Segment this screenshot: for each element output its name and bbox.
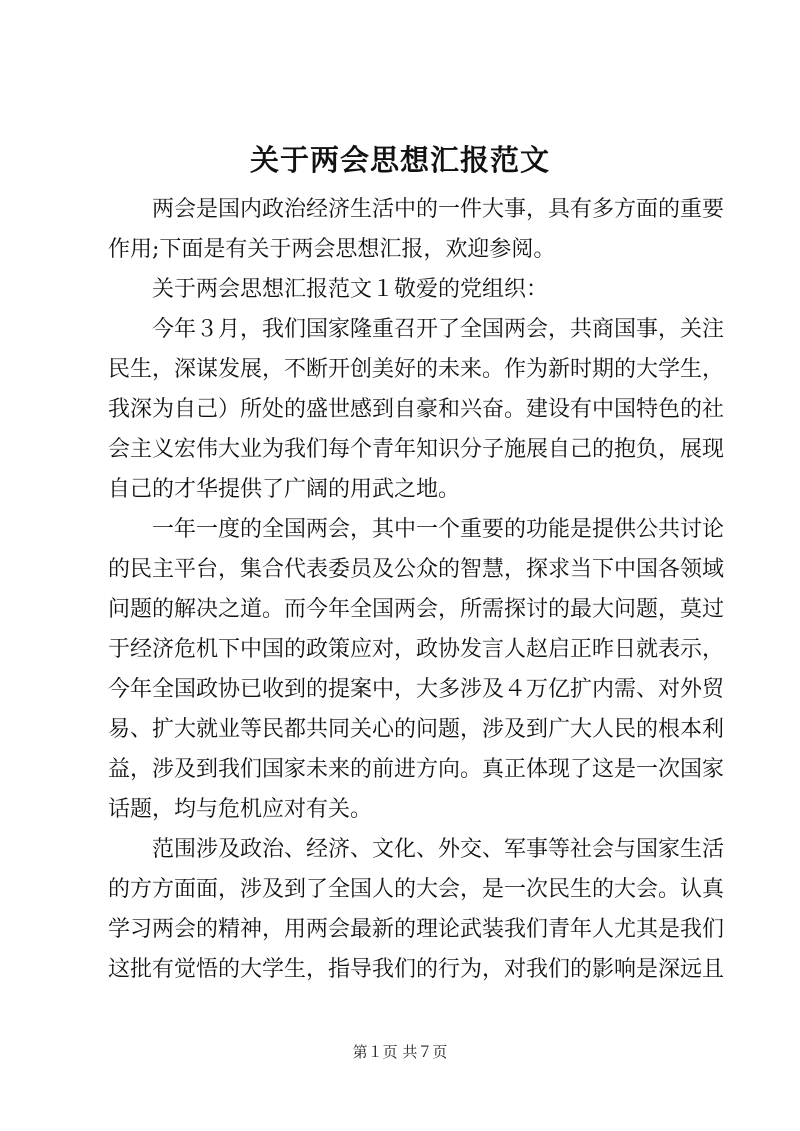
paragraph-line: 关于两会思想汇报范文１敬爱的党组织： <box>152 277 549 302</box>
page-number-footer: 第１页 共７页 <box>352 1043 448 1061</box>
paragraph-line: 会主义宏伟大业为我们每个青年知识分子施展自己的抱负，展现 <box>108 437 725 462</box>
paragraph-line: 作用;下面是有关于两会思想汇报，欢迎参阅。 <box>108 237 556 262</box>
paragraph-line: 范围涉及政治、经济、文化、外交、军事等社会与国家生活 <box>152 837 725 862</box>
paragraph-line: 学习两会的精神，用两会最新的理论武装我们青年人尤其是我们 <box>108 917 725 942</box>
paragraph-line: 这批有觉悟的大学生，指导我们的行为，对我们的影响是深远且 <box>108 957 725 982</box>
paragraph-line: 两会是国内政治经济生活中的一件大事，具有多方面的重要 <box>152 197 725 222</box>
paragraph-line: 的民主平台，集合代表委员及公众的智慧，探求当下中国各领域 <box>108 557 725 582</box>
paragraph-line: 一年一度的全国两会，其中一个重要的功能是提供公共讨论 <box>152 517 725 542</box>
paragraph-line: 益，涉及到我们国家未来的前进方向。真正体现了这是一次国家 <box>108 757 725 782</box>
paragraph-line: 话题，均与危机应对有关。 <box>108 797 373 822</box>
paragraph-line: 问题的解决之道。而今年全国两会，所需探讨的最大问题，莫过 <box>108 597 725 622</box>
paragraph-line: 我深为自己）所处的盛世感到自豪和兴奋。建设有中国特色的社 <box>108 397 725 422</box>
paragraph-line: 今年３月，我们国家隆重召开了全国两会，共商国事，关注 <box>152 317 725 342</box>
paragraph-line: 的方方面面，涉及到了全国人的大会，是一次民生的大会。认真 <box>108 877 725 902</box>
paragraph-line: 于经济危机下中国的政策应对，政协发言人赵启正昨日就表示， <box>108 637 725 662</box>
document-title: 关于两会思想汇报范文 <box>249 143 550 177</box>
paragraph-line: 易、扩大就业等民都共同关心的问题，涉及到广大人民的根本利 <box>108 717 725 742</box>
paragraph-line: 今年全国政协已收到的提案中，大多涉及４万亿扩内需、对外贸 <box>108 677 725 702</box>
paragraph-line: 民生，深谋发展，不断开创美好的未来。作为新时期的大学生， <box>108 357 725 382</box>
paragraph-line: 自己的才华提供了广阔的用武之地。 <box>108 477 461 502</box>
